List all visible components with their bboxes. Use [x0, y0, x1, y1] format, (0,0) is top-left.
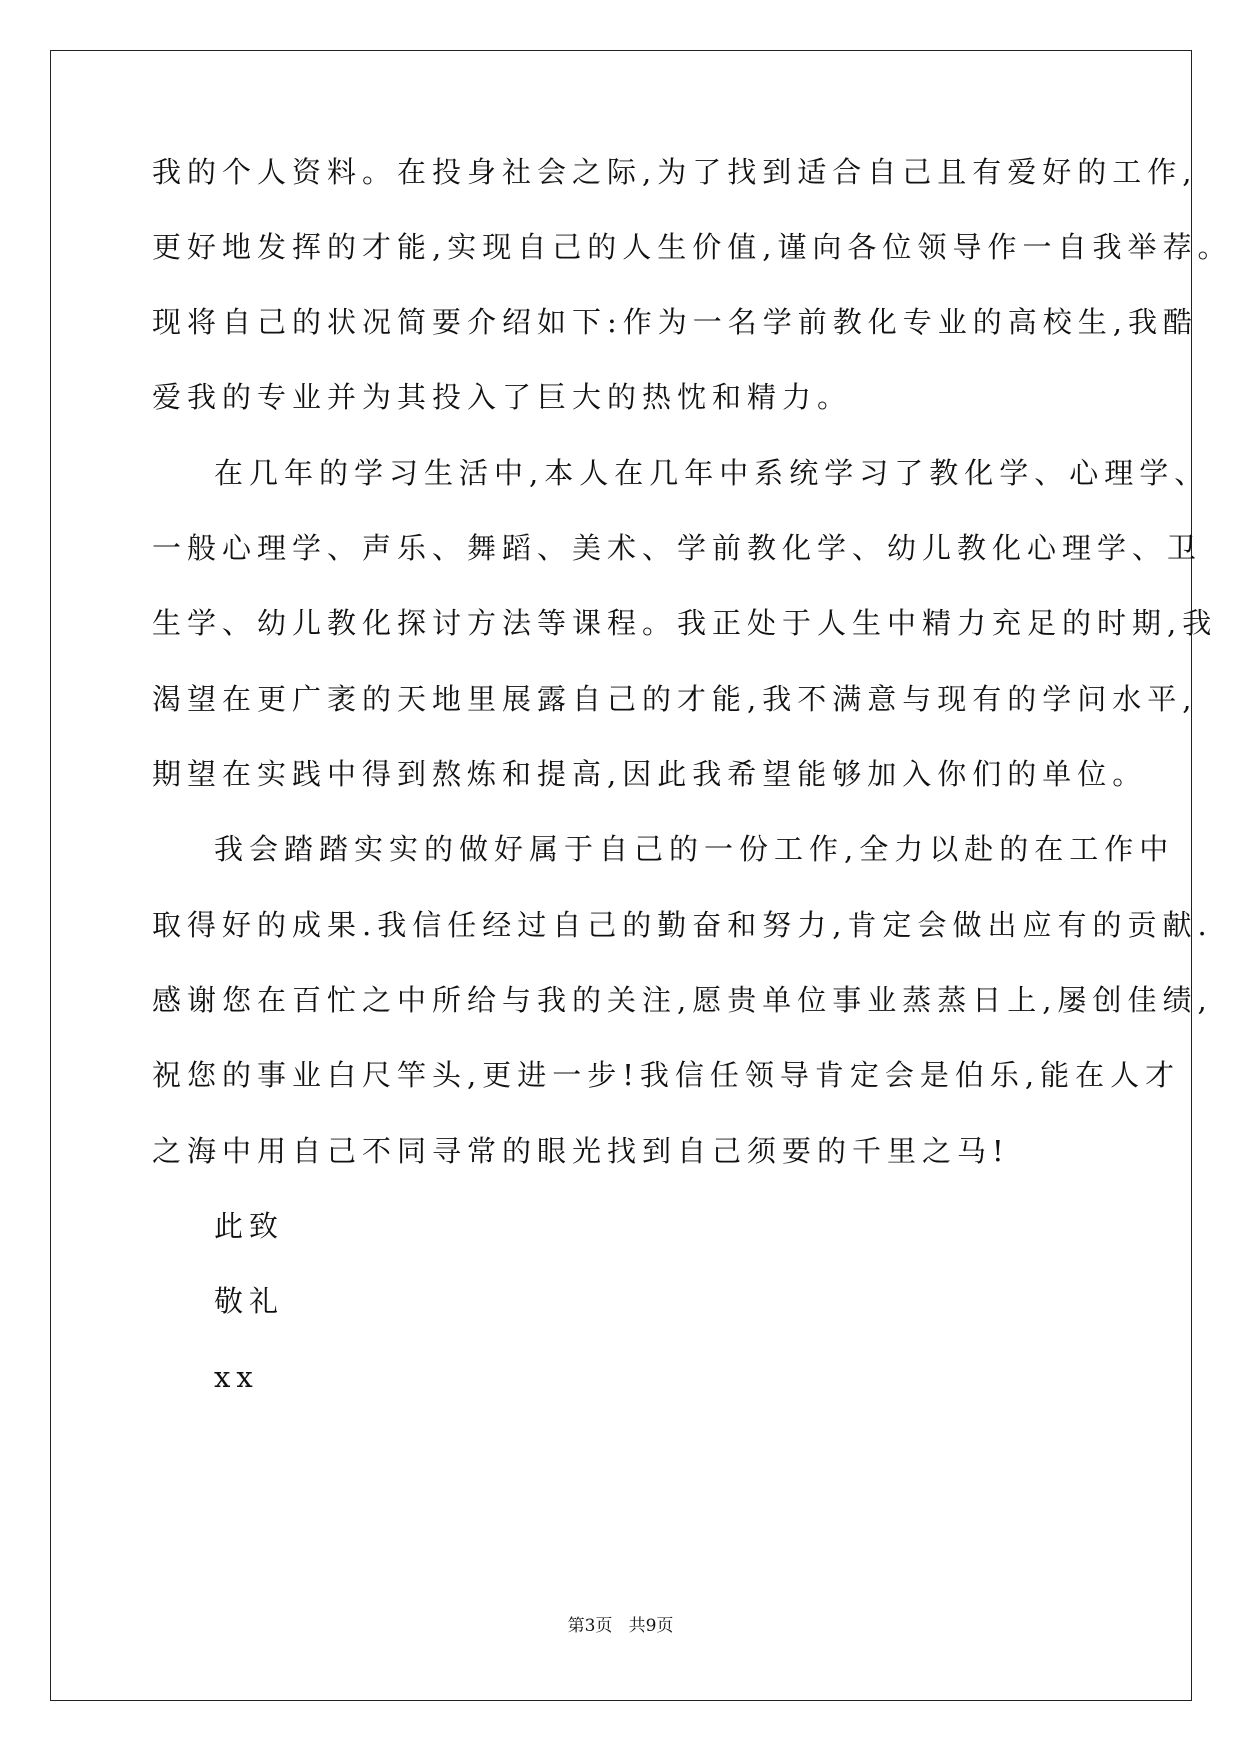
body-line: 感谢您在百忙之中所给与我的关注,愿贵单位事业蒸蒸日上,屡创佳绩,: [152, 983, 1213, 1017]
page-number-footer: 第3页 共9页: [567, 1616, 674, 1636]
body-line: 取得好的成果.我信任经过自己的勤奋和努力,肯定会做出应有的贡献.: [152, 908, 1213, 942]
body-line: 爱我的专业并为其投入了巨大的热忱和精力。: [152, 380, 853, 414]
body-line: 在几年的学习生活中,本人在几年中系统学习了教化学、心理学、: [214, 456, 1210, 490]
body-line: 更好地发挥的才能,实现自己的人生价值,谨向各位领导作一自我举荐。: [152, 230, 1233, 264]
closing-respect: 敬礼: [214, 1284, 285, 1318]
body-line: 之海中用自己不同寻常的眼光找到自己须要的千里之马!: [152, 1134, 1010, 1168]
body-line: 现将自己的状况简要介绍如下:作为一名学前教化专业的高校生,我酷: [152, 305, 1198, 339]
body-line: 期望在实践中得到熬炼和提高,因此我希望能够加入你们的单位。: [152, 757, 1148, 791]
body-line: 渴望在更广袤的天地里展露自己的才能,我不满意与现有的学问水平,: [152, 682, 1198, 716]
body-line: 祝您的事业白尺竿头,更进一步!我信任领导肯定会是伯乐,能在人才: [152, 1058, 1181, 1092]
body-line: 生学、幼儿教化探讨方法等课程。我正处于人生中精力充足的时期,我: [152, 606, 1218, 640]
page-border: [50, 50, 1192, 1701]
body-line: 我的个人资料。在投身社会之际,为了找到适合自己且有爱好的工作,: [152, 155, 1198, 189]
closing-salutation: 此致: [214, 1209, 285, 1243]
body-line: 一般心理学、声乐、舞蹈、美术、学前教化学、幼儿教化心理学、卫: [152, 531, 1203, 565]
body-line: 我会踏踏实实的做好属于自己的一份工作,全力以赴的在工作中: [214, 832, 1175, 866]
signature: xx: [214, 1360, 259, 1394]
